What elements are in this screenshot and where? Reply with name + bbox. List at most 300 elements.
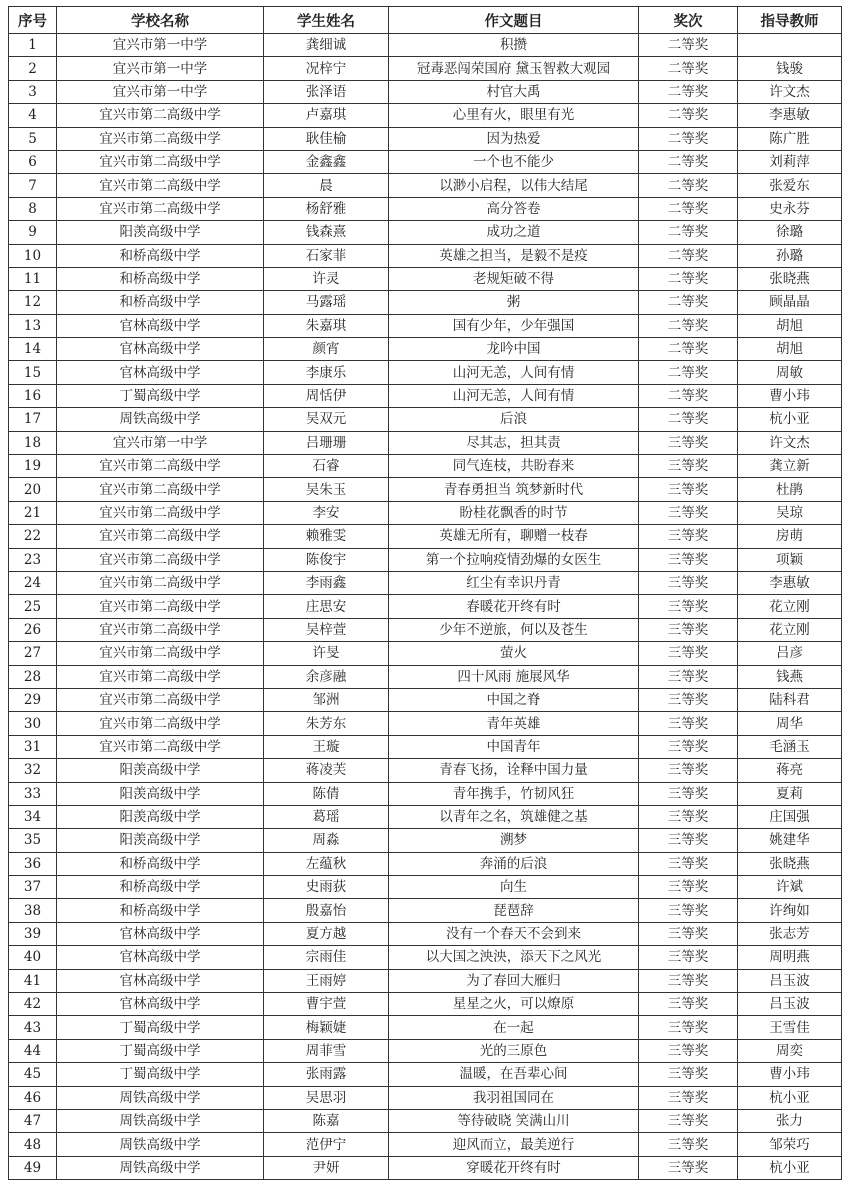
cell-teacher: 曹小玮 (738, 384, 842, 407)
cell-teacher: 史永芬 (738, 197, 842, 220)
cell-no: 22 (9, 525, 57, 548)
cell-no: 49 (9, 1156, 57, 1179)
cell-student: 张泽语 (264, 80, 389, 103)
cell-teacher: 许绚如 (738, 899, 842, 922)
table-row (9, 922, 842, 945)
cell-no: 1 (9, 34, 57, 57)
table-row (9, 104, 842, 127)
cell-teacher: 钱燕 (738, 665, 842, 688)
cell-no: 20 (9, 478, 57, 501)
cell-no: 32 (9, 759, 57, 782)
cell-no: 38 (9, 899, 57, 922)
header-no: 序号 (9, 7, 57, 34)
cell-essay-title: 青春勇担当 筑梦新时代 (389, 478, 639, 501)
cell-essay-title: 青年英雄 (389, 712, 639, 735)
table-row (9, 1156, 842, 1179)
cell-school: 宜兴市第二高级中学 (57, 525, 264, 548)
cell-essay-title: 青春飞扬，诠释中国力量 (389, 759, 639, 782)
cell-student: 耿佳榆 (264, 127, 389, 150)
cell-essay-title: 冠毒恶闯荣国府 黛玉智救大观园 (389, 57, 639, 80)
cell-essay-title: 粥 (389, 291, 639, 314)
cell-no: 48 (9, 1133, 57, 1156)
cell-student: 范伊宁 (264, 1133, 389, 1156)
cell-award: 二等奖 (639, 150, 738, 173)
cell-no: 24 (9, 571, 57, 594)
cell-essay-title: 星星之火，可以燎原 (389, 993, 639, 1016)
table-row (9, 969, 842, 992)
cell-school: 丁蜀高级中学 (57, 1016, 264, 1039)
cell-teacher: 陈广胜 (738, 127, 842, 150)
cell-no: 33 (9, 782, 57, 805)
cell-essay-title: 成功之道 (389, 221, 639, 244)
cell-teacher: 房萌 (738, 525, 842, 548)
cell-teacher: 杭小亚 (738, 1086, 842, 1109)
cell-essay-title: 没有一个春天不会到来 (389, 922, 639, 945)
cell-no: 28 (9, 665, 57, 688)
cell-essay-title: 第一个拉响疫情劲爆的女医生 (389, 548, 639, 571)
table-row (9, 759, 842, 782)
cell-essay-title: 溯梦 (389, 829, 639, 852)
cell-school: 宜兴市第一中学 (57, 57, 264, 80)
cell-student: 史雨荻 (264, 876, 389, 899)
cell-school: 丁蜀高级中学 (57, 1063, 264, 1086)
cell-award: 三等奖 (639, 688, 738, 711)
cell-student: 陈倩 (264, 782, 389, 805)
cell-award: 三等奖 (639, 1063, 738, 1086)
cell-teacher: 徐璐 (738, 221, 842, 244)
cell-teacher: 胡旭 (738, 314, 842, 337)
table-row (9, 314, 842, 337)
cell-teacher: 龚立新 (738, 455, 842, 478)
cell-no: 36 (9, 852, 57, 875)
cell-no: 2 (9, 57, 57, 80)
cell-teacher: 李惠敏 (738, 571, 842, 594)
header-row (9, 7, 842, 34)
cell-award: 二等奖 (639, 174, 738, 197)
cell-school: 宜兴市第二高级中学 (57, 455, 264, 478)
cell-school: 官林高级中学 (57, 946, 264, 969)
cell-school: 宜兴市第二高级中学 (57, 712, 264, 735)
table-row (9, 338, 842, 361)
cell-essay-title: 后浪 (389, 408, 639, 431)
cell-student: 许灵 (264, 267, 389, 290)
cell-essay-title: 国有少年，少年强国 (389, 314, 639, 337)
cell-teacher: 吴琼 (738, 501, 842, 524)
table-row (9, 829, 842, 852)
cell-award: 二等奖 (639, 127, 738, 150)
cell-school: 宜兴市第一中学 (57, 80, 264, 103)
cell-essay-title: 四十风雨 施展风华 (389, 665, 639, 688)
cell-school: 官林高级中学 (57, 338, 264, 361)
cell-teacher: 吕玉波 (738, 993, 842, 1016)
cell-school: 官林高级中学 (57, 969, 264, 992)
cell-student: 吴朱玉 (264, 478, 389, 501)
cell-essay-title: 英雄无所有，聊赠一枝春 (389, 525, 639, 548)
cell-teacher (738, 34, 842, 57)
cell-student: 李安 (264, 501, 389, 524)
cell-school: 阳羡高级中学 (57, 782, 264, 805)
cell-teacher: 杭小亚 (738, 408, 842, 431)
table-row (9, 150, 842, 173)
cell-teacher: 李惠敏 (738, 104, 842, 127)
cell-teacher: 蒋亮 (738, 759, 842, 782)
cell-award: 三等奖 (639, 969, 738, 992)
cell-school: 和桥高级中学 (57, 244, 264, 267)
header-teacher: 指导教师 (738, 7, 842, 34)
cell-no: 26 (9, 618, 57, 641)
cell-award: 三等奖 (639, 478, 738, 501)
cell-student: 周恬伊 (264, 384, 389, 407)
cell-student: 曹宇萱 (264, 993, 389, 1016)
cell-no: 45 (9, 1063, 57, 1086)
table-row (9, 665, 842, 688)
cell-teacher: 孙璐 (738, 244, 842, 267)
cell-essay-title: 高分答卷 (389, 197, 639, 220)
cell-teacher: 吕彦 (738, 642, 842, 665)
cell-student: 庄思安 (264, 595, 389, 618)
cell-essay-title: 萤火 (389, 642, 639, 665)
table-row (9, 291, 842, 314)
cell-award: 二等奖 (639, 384, 738, 407)
cell-student: 殷嘉怡 (264, 899, 389, 922)
cell-teacher: 周敏 (738, 361, 842, 384)
cell-no: 29 (9, 688, 57, 711)
cell-student: 陈俊宇 (264, 548, 389, 571)
cell-award: 三等奖 (639, 922, 738, 945)
table-row (9, 688, 842, 711)
cell-school: 和桥高级中学 (57, 876, 264, 899)
cell-teacher: 毛涵玉 (738, 735, 842, 758)
cell-no: 23 (9, 548, 57, 571)
cell-essay-title: 琵琶辞 (389, 899, 639, 922)
cell-student: 朱芳东 (264, 712, 389, 735)
cell-award: 三等奖 (639, 431, 738, 454)
cell-teacher: 顾晶晶 (738, 291, 842, 314)
cell-no: 41 (9, 969, 57, 992)
cell-essay-title: 心里有火，眼里有光 (389, 104, 639, 127)
cell-student: 石家菲 (264, 244, 389, 267)
cell-award: 二等奖 (639, 104, 738, 127)
cell-student: 朱嘉琪 (264, 314, 389, 337)
cell-award: 三等奖 (639, 876, 738, 899)
cell-award: 三等奖 (639, 571, 738, 594)
cell-school: 宜兴市第二高级中学 (57, 688, 264, 711)
cell-school: 宜兴市第二高级中学 (57, 618, 264, 641)
cell-no: 40 (9, 946, 57, 969)
cell-student: 龚细诚 (264, 34, 389, 57)
cell-no: 34 (9, 805, 57, 828)
cell-award: 三等奖 (639, 455, 738, 478)
cell-no: 47 (9, 1109, 57, 1132)
table-row (9, 876, 842, 899)
cell-teacher: 夏莉 (738, 782, 842, 805)
cell-school: 宜兴市第二高级中学 (57, 104, 264, 127)
cell-teacher: 周明燕 (738, 946, 842, 969)
cell-no: 46 (9, 1086, 57, 1109)
table-row (9, 993, 842, 1016)
cell-no: 27 (9, 642, 57, 665)
cell-award: 二等奖 (639, 408, 738, 431)
cell-student: 邹洲 (264, 688, 389, 711)
cell-school: 宜兴市第二高级中学 (57, 548, 264, 571)
table-row (9, 1086, 842, 1109)
cell-student: 吴思羽 (264, 1086, 389, 1109)
cell-student: 况梓宁 (264, 57, 389, 80)
cell-student: 王璇 (264, 735, 389, 758)
cell-award: 二等奖 (639, 338, 738, 361)
table-row (9, 525, 842, 548)
cell-teacher: 王雪佳 (738, 1016, 842, 1039)
cell-teacher: 花立刚 (738, 595, 842, 618)
cell-essay-title: 红尘有幸识丹青 (389, 571, 639, 594)
cell-no: 21 (9, 501, 57, 524)
cell-teacher: 曹小玮 (738, 1063, 842, 1086)
table-row (9, 946, 842, 969)
cell-school: 和桥高级中学 (57, 899, 264, 922)
table-body (9, 34, 842, 1180)
awards-table (8, 6, 842, 1180)
cell-essay-title: 因为热爱 (389, 127, 639, 150)
cell-award: 三等奖 (639, 525, 738, 548)
cell-student: 余彦融 (264, 665, 389, 688)
cell-school: 和桥高级中学 (57, 852, 264, 875)
cell-student: 李康乐 (264, 361, 389, 384)
cell-essay-title: 以大国之泱泱，添天下之风光 (389, 946, 639, 969)
cell-award: 三等奖 (639, 712, 738, 735)
cell-teacher: 张晓燕 (738, 267, 842, 290)
cell-no: 18 (9, 431, 57, 454)
cell-school: 周铁高级中学 (57, 1086, 264, 1109)
table-row (9, 595, 842, 618)
table-row (9, 735, 842, 758)
cell-student: 卢嘉琪 (264, 104, 389, 127)
cell-teacher: 钱骏 (738, 57, 842, 80)
table-row (9, 174, 842, 197)
table-row (9, 618, 842, 641)
table-row (9, 1133, 842, 1156)
cell-student: 王雨婷 (264, 969, 389, 992)
cell-award: 三等奖 (639, 1156, 738, 1179)
cell-student: 颜宵 (264, 338, 389, 361)
cell-essay-title: 以渺小启程，以伟大结尾 (389, 174, 639, 197)
cell-essay-title: 山河无恙，人间有情 (389, 361, 639, 384)
cell-essay-title: 尽其志，担其责 (389, 431, 639, 454)
cell-award: 三等奖 (639, 665, 738, 688)
cell-school: 宜兴市第二高级中学 (57, 127, 264, 150)
cell-student: 宗雨佳 (264, 946, 389, 969)
table-row (9, 431, 842, 454)
cell-essay-title: 英雄之担当，是毅不是疫 (389, 244, 639, 267)
cell-school: 宜兴市第二高级中学 (57, 197, 264, 220)
cell-student: 杨舒雅 (264, 197, 389, 220)
cell-award: 二等奖 (639, 34, 738, 57)
cell-no: 30 (9, 712, 57, 735)
cell-award: 三等奖 (639, 1039, 738, 1062)
cell-no: 4 (9, 104, 57, 127)
cell-school: 和桥高级中学 (57, 267, 264, 290)
cell-teacher: 杜鹃 (738, 478, 842, 501)
cell-essay-title: 少年不逆旅，何以及苍生 (389, 618, 639, 641)
cell-school: 周铁高级中学 (57, 1109, 264, 1132)
cell-essay-title: 等待破晓 笑满山川 (389, 1109, 639, 1132)
cell-essay-title: 中国之脊 (389, 688, 639, 711)
cell-essay-title: 龙吟中国 (389, 338, 639, 361)
cell-teacher: 张晓燕 (738, 852, 842, 875)
cell-no: 6 (9, 150, 57, 173)
cell-no: 14 (9, 338, 57, 361)
table-row (9, 782, 842, 805)
cell-no: 19 (9, 455, 57, 478)
cell-student: 陈嘉 (264, 1109, 389, 1132)
cell-student: 晨 (264, 174, 389, 197)
table-row (9, 1063, 842, 1086)
cell-school: 官林高级中学 (57, 314, 264, 337)
cell-no: 12 (9, 291, 57, 314)
cell-essay-title: 迎风而立，最美逆行 (389, 1133, 639, 1156)
table-row (9, 548, 842, 571)
cell-no: 5 (9, 127, 57, 150)
cell-essay-title: 在一起 (389, 1016, 639, 1039)
table-row (9, 384, 842, 407)
table-row (9, 57, 842, 80)
table-row (9, 1016, 842, 1039)
table-row (9, 571, 842, 594)
cell-teacher: 张志芳 (738, 922, 842, 945)
cell-award: 二等奖 (639, 197, 738, 220)
header-essay-title: 作文题目 (389, 7, 639, 34)
cell-no: 25 (9, 595, 57, 618)
cell-school: 丁蜀高级中学 (57, 384, 264, 407)
table-row (9, 852, 842, 875)
cell-school: 官林高级中学 (57, 993, 264, 1016)
header-school: 学校名称 (57, 7, 264, 34)
table-row (9, 361, 842, 384)
cell-teacher: 许文杰 (738, 431, 842, 454)
cell-student: 蒋凌芙 (264, 759, 389, 782)
table-row (9, 805, 842, 828)
cell-no: 11 (9, 267, 57, 290)
cell-essay-title: 光的三原色 (389, 1039, 639, 1062)
cell-award: 三等奖 (639, 642, 738, 665)
cell-award: 三等奖 (639, 595, 738, 618)
cell-award: 三等奖 (639, 618, 738, 641)
table-row (9, 501, 842, 524)
cell-student: 石睿 (264, 455, 389, 478)
cell-award: 三等奖 (639, 852, 738, 875)
cell-student: 许旻 (264, 642, 389, 665)
cell-school: 宜兴市第二高级中学 (57, 150, 264, 173)
cell-no: 31 (9, 735, 57, 758)
cell-no: 43 (9, 1016, 57, 1039)
cell-award: 三等奖 (639, 735, 738, 758)
cell-school: 阳羡高级中学 (57, 759, 264, 782)
cell-award: 三等奖 (639, 805, 738, 828)
cell-award: 三等奖 (639, 782, 738, 805)
cell-award: 三等奖 (639, 946, 738, 969)
table-row (9, 1109, 842, 1132)
cell-no: 10 (9, 244, 57, 267)
cell-school: 宜兴市第二高级中学 (57, 571, 264, 594)
cell-award: 二等奖 (639, 267, 738, 290)
cell-school: 周铁高级中学 (57, 408, 264, 431)
table-row (9, 244, 842, 267)
table-row (9, 34, 842, 57)
cell-student: 周淼 (264, 829, 389, 852)
cell-teacher: 花立刚 (738, 618, 842, 641)
cell-award: 三等奖 (639, 501, 738, 524)
cell-teacher: 吕玉波 (738, 969, 842, 992)
cell-award: 三等奖 (639, 1133, 738, 1156)
cell-student: 赖雅雯 (264, 525, 389, 548)
cell-no: 16 (9, 384, 57, 407)
cell-essay-title: 春暖花开终有时 (389, 595, 639, 618)
table-row (9, 455, 842, 478)
cell-essay-title: 一个也不能少 (389, 150, 639, 173)
header-student: 学生姓名 (264, 7, 389, 34)
cell-school: 阳羡高级中学 (57, 829, 264, 852)
cell-student: 左蕴秋 (264, 852, 389, 875)
cell-school: 官林高级中学 (57, 361, 264, 384)
cell-award: 二等奖 (639, 80, 738, 103)
cell-award: 二等奖 (639, 291, 738, 314)
cell-student: 葛瑶 (264, 805, 389, 828)
cell-school: 宜兴市第一中学 (57, 431, 264, 454)
cell-award: 三等奖 (639, 899, 738, 922)
cell-school: 官林高级中学 (57, 922, 264, 945)
cell-essay-title: 穿暖花开终有时 (389, 1156, 639, 1179)
cell-school: 阳羡高级中学 (57, 805, 264, 828)
cell-award: 三等奖 (639, 993, 738, 1016)
table-row (9, 642, 842, 665)
cell-no: 9 (9, 221, 57, 244)
cell-teacher: 许斌 (738, 876, 842, 899)
table-row (9, 712, 842, 735)
cell-award: 三等奖 (639, 1086, 738, 1109)
cell-student: 钱森熹 (264, 221, 389, 244)
cell-essay-title: 青年携手，竹韧风狂 (389, 782, 639, 805)
cell-school: 宜兴市第二高级中学 (57, 665, 264, 688)
cell-essay-title: 奔涌的后浪 (389, 852, 639, 875)
cell-student: 吴双元 (264, 408, 389, 431)
cell-school: 宜兴市第二高级中学 (57, 174, 264, 197)
cell-student: 吴梓萱 (264, 618, 389, 641)
cell-school: 宜兴市第二高级中学 (57, 595, 264, 618)
cell-student: 张雨露 (264, 1063, 389, 1086)
cell-school: 周铁高级中学 (57, 1133, 264, 1156)
cell-student: 马露瑶 (264, 291, 389, 314)
cell-essay-title: 村官大禹 (389, 80, 639, 103)
cell-no: 8 (9, 197, 57, 220)
cell-award: 三等奖 (639, 1016, 738, 1039)
table-row (9, 127, 842, 150)
table-row (9, 478, 842, 501)
cell-award: 二等奖 (639, 314, 738, 337)
cell-essay-title: 以青年之名，筑雄健之基 (389, 805, 639, 828)
cell-essay-title: 温暖，在吾辈心间 (389, 1063, 639, 1086)
cell-essay-title: 老规矩破不得 (389, 267, 639, 290)
cell-teacher: 许文杰 (738, 80, 842, 103)
cell-teacher: 张爱东 (738, 174, 842, 197)
cell-award: 二等奖 (639, 244, 738, 267)
cell-teacher: 刘莉萍 (738, 150, 842, 173)
cell-teacher: 杭小亚 (738, 1156, 842, 1179)
cell-no: 39 (9, 922, 57, 945)
cell-school: 宜兴市第二高级中学 (57, 735, 264, 758)
cell-no: 17 (9, 408, 57, 431)
cell-no: 15 (9, 361, 57, 384)
cell-teacher: 庄国强 (738, 805, 842, 828)
cell-essay-title: 同气连枝，共盼春来 (389, 455, 639, 478)
